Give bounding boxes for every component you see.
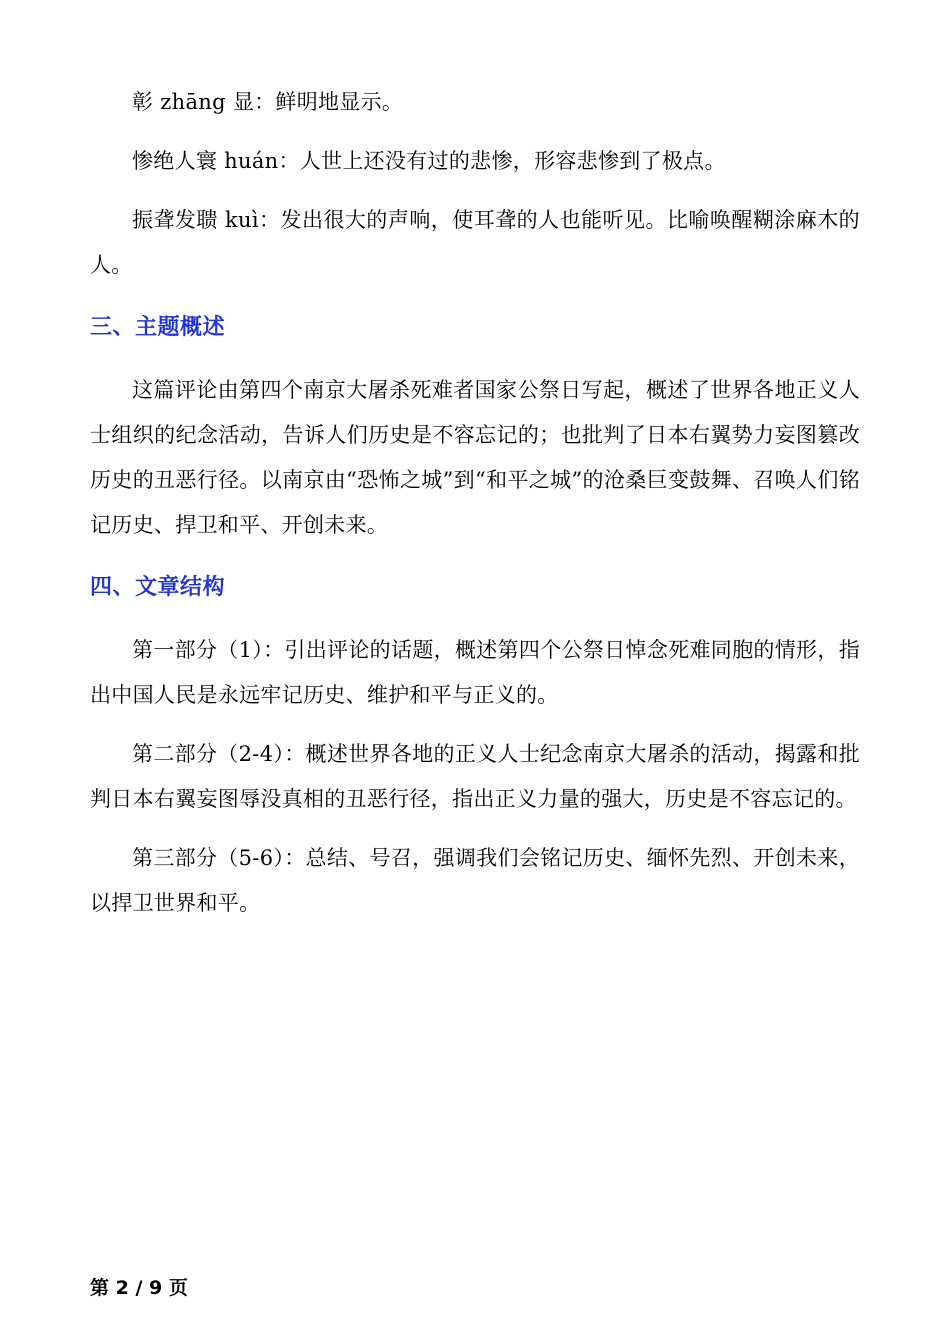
document-content — [90, 80, 860, 926]
section-heading-structure: 四、文章结构 — [90, 575, 226, 600]
structure-part-2: 第二部分（2-4）：概述世界各地的正义人士纪念南京大屠杀的活动，揭露和批判日本右翼妄图辱没真相的丑恶行径，指出正义力量的强大，历史是不容忘记的。 — [90, 742, 860, 811]
vocab-entry-zhenlongfakui: 振聋发聩 kuì：发出很大的声响，使耳聋的人也能听见。比喻唤醒糊涂麻木的人。 — [90, 208, 860, 277]
structure-part-3: 第三部分（5-6）：总结、号召，强调我们会铭记历史、缅怀先烈、开创未来，以捍卫世界和平。 — [90, 846, 860, 915]
theme-summary-paragraph: 这篇评论由第四个南京大屠杀死难者国家公祭日写起，概述了世界各地正义人士组织的纪念活动，告诉人们历史是不容忘记的；也批判了日本右翼势力妄图篡改历史的丑恶行径。以南京由“恐怖之城”到“和平之城”的沧桑巨变鼓舞、召唤人们铭记历史、捍卫和平、开创未来。 — [90, 378, 860, 537]
page-number-footer: 第 2 / 9 页 — [90, 1277, 188, 1299]
vocab-entry-canjuerenhuan: 惨绝人寰 huán：人世上还没有过的悲惨，形容悲惨到了极点。 — [132, 149, 726, 173]
section-heading-theme: 三、主题概述 — [90, 315, 226, 340]
structure-part-1: 第一部分（1）：引出评论的话题，概述第四个公祭日悼念死难同胞的情形，指出中国人民是永远牢记历史、维护和平与正义的。 — [90, 638, 860, 707]
vocab-entry-zhangxian: 彰 zhāng 显：鲜明地显示。 — [132, 90, 404, 114]
